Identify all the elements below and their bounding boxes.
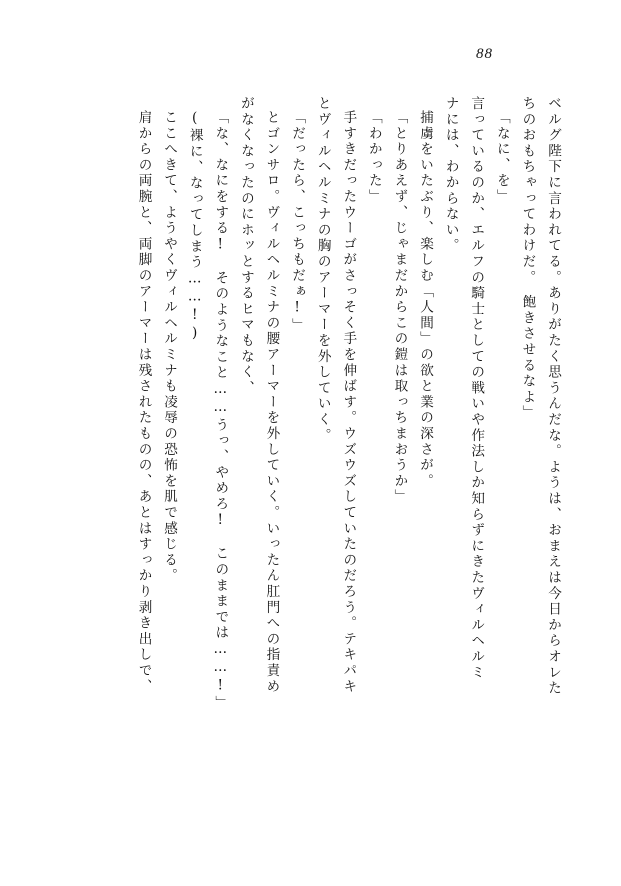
text-line: 「だったら、こっちもだぁ!」 [289, 110, 306, 334]
text-line: 手すきだったウーゴがさっそく手を伸ばす。ウズウズしていたのだろう。テキパキ [340, 110, 357, 695]
vertical-text-block [70, 96, 559, 816]
text-line: 「な、なにをする! そのようなこと……うっ、やめろ! このままでは……!」 [212, 110, 229, 712]
text-line: がなくなったのにホッとするヒマもなく、 [237, 96, 254, 397]
text-line: (裸に、なってしまう……!) [186, 110, 203, 344]
text-line: ナには、わからない。 [442, 96, 459, 254]
text-line: 言っているのか、エルフの騎士としての戦いや作法しか知らずにきたヴィルヘルミ [468, 96, 485, 681]
text-line: とヴィルヘルミナの胸のアーマーを外していく。 [314, 96, 331, 444]
text-line: ちのおもちゃってわけだ。 飽きさせるなよ」 [519, 96, 536, 421]
text-line: 捕虜をいたぶり、楽しむ「人間」の欲と業の深さが。 [417, 110, 434, 490]
text-line: とゴンサロ。ヴィルヘルミナの腰アーマーを外していく。いったん肛門への指責め [263, 110, 280, 695]
text-line: 「なに、を」 [493, 110, 510, 205]
page-number: 88 [476, 46, 493, 62]
text-line: 肩からの両腕と、両脚のアーマーは残されたものの、あとはすっかり剥き出しで、 [135, 110, 152, 695]
text-line: 「とりあえず、じゃまだからこの鎧は取っちまおうか」 [391, 110, 408, 505]
text-line: 「わかった」 [365, 110, 382, 205]
text-line: ここへきて、ようやくヴィルヘルミナも凌辱の恐怖を肌で感じる。 [161, 110, 178, 584]
text-line: ベルグ陛下に言われてる。ありがたく思うんだな。ようは、おまえは今日からオレた [545, 96, 561, 697]
